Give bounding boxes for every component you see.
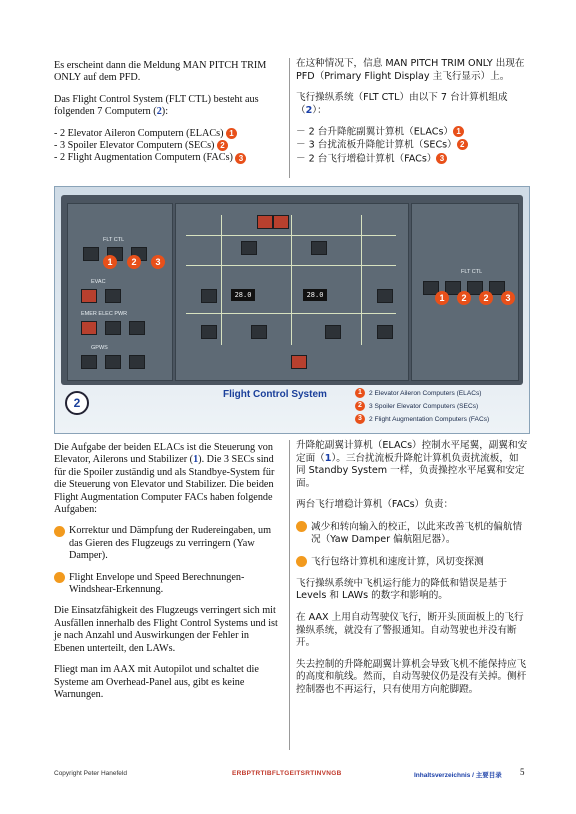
number-badge-2: 2 <box>217 140 228 151</box>
gpws-gs-pushbutton[interactable] <box>105 355 121 369</box>
zh-list-item-fac: － 2 台飞行增稳计算机（FACs） 3 <box>296 153 528 166</box>
german-top-column <box>54 60 282 165</box>
emer-elec-pwr-label: EMER ELEC PWR <box>81 311 128 317</box>
overhead-panel <box>61 195 523 385</box>
german-bottom-column <box>54 442 282 710</box>
zh-list-item-elac: － 2 台升降舵副翼计算机（ELACs） 1 <box>296 126 528 139</box>
center-red-pushbutton[interactable] <box>291 355 307 369</box>
chinese-top-column <box>296 58 528 166</box>
center-pushbutton[interactable] <box>241 241 257 255</box>
zh-paragraph-6: 在 AAX 上用自动驾驶仪飞行，断开头顶面板上的飞行操纵系统，就没有了警报通知。自动驾驶也并没有断开。 <box>296 611 524 649</box>
de-paragraph-1: Es erscheint dann die Meldung MAN PITCH TRIM ONLY auf dem PFD. <box>54 60 267 84</box>
evac-label: EVAC <box>91 279 106 285</box>
figure-legend <box>355 387 489 426</box>
de-paragraph-2: Das Flight Control System (FLT CTL) besteht aus folgenden 7 Computern (2): <box>54 93 259 118</box>
number-badge-1: 1 <box>226 128 237 139</box>
zh-paragraph-4: 两台飞行增稳计算机（FACs）负责： <box>296 499 454 511</box>
de-paragraph-5: Fliegt man im AAX mit Autopilot und schaltet die Systeme am Overhead-Panel aus, gibt es keine Warnungen. <box>54 664 259 700</box>
center-pushbutton[interactable] <box>201 289 217 303</box>
gpws-label: GPWS <box>91 345 108 351</box>
evac-horn-pushbutton[interactable] <box>105 289 121 303</box>
center-pushbutton[interactable] <box>377 289 393 303</box>
emer-ratman-pushbutton[interactable] <box>129 321 145 335</box>
lcd-display-left: 28.0 <box>231 289 255 301</box>
lcd-display-right: 28.0 <box>303 289 327 301</box>
overhead-panel-figure <box>54 186 530 434</box>
zh-paragraph-3: 升降舵副翼计算机（ELACs）控制水平尾翼，副翼和安定面（1）。三台扰流板升降舵计算机负责扰流板，如同 Standby System 一样，负责操控水平尾翼和安定面。 <box>296 440 528 489</box>
elac1-pushbutton[interactable] <box>83 247 99 261</box>
panel-marker-2-left: 2 <box>127 255 141 269</box>
zh-paragraph-1: 在这种情况下，信息 MAN PITCH TRIM ONLY 出现在 PFD（Primary Flight Display 主飞行显示）上。 <box>296 58 525 82</box>
chinese-bottom-column <box>296 440 528 706</box>
number-badge-3: 3 <box>235 153 246 164</box>
flt-ctl-right-label: FLT CTL <box>461 269 483 275</box>
zh-paragraph-7: 失去控制的升降舵副翼计算机会导致飞机不能保持应飞的高度和航线。然而，自动驾驶仪仍是没有关掉。侧杆控制器也不再运行，只有使用方向舵脚蹬。 <box>296 658 527 695</box>
center-pushbutton[interactable] <box>201 325 217 339</box>
de-list-item-sec: - 3 Spoiler Elevator Computern (SECs) 2 <box>54 140 282 152</box>
zh-bullet-flight-envelope: 飞行包络计算机和速度计算，风切变探测 <box>296 556 528 569</box>
figure-number: 2 <box>65 391 89 415</box>
center-pushbutton[interactable] <box>377 325 393 339</box>
panel-marker-1-left: 1 <box>103 255 117 269</box>
de-bullet-flight-envelope: Flight Envelope und Speed Berechnungen-Windshear-Erkennung. <box>54 572 282 597</box>
toc-link[interactable]: Inhaltsverzeichnis / 主要目录 <box>414 772 502 779</box>
panel-marker-3-left: 3 <box>151 255 165 269</box>
number-badge-3: 3 <box>436 153 447 164</box>
schematic-line <box>221 215 222 345</box>
evac-pushbutton[interactable] <box>81 289 97 303</box>
bullet-icon <box>296 521 307 532</box>
gpws-sys-pushbutton[interactable] <box>81 355 97 369</box>
footer-center-text: ERBPTRTIBFLTGEITSRTINVNGB <box>232 770 342 777</box>
bullet-icon <box>296 556 307 567</box>
bullet-icon <box>54 572 65 583</box>
panel-marker-3-right: 3 <box>501 291 515 305</box>
number-badge-2: 2 <box>457 139 468 150</box>
panel-marker-2-right: 2 <box>479 291 493 305</box>
center-red-pushbutton[interactable] <box>257 215 273 229</box>
center-red-pushbutton[interactable] <box>273 215 289 229</box>
bullet-icon <box>54 526 65 537</box>
column-divider-top <box>289 58 290 178</box>
schematic-line <box>361 215 362 345</box>
emer-test-pushbutton[interactable] <box>105 321 121 335</box>
legend-item: 3 2 Flight Augmentation Computers (FACs) <box>355 413 489 426</box>
column-divider-bottom <box>289 440 290 750</box>
de-paragraph-3: Die Aufgabe der beiden ELACs ist die Steuerung von Elevator, Ailerons und Stabilizer (1). Die 3 SECs sind für die Spoiler zuständig und als Standbye-System für die Steuerung von Elevator und Stabilizer. Die beiden Flight Augmentation Computer FACs haben folgende Aufgaben: <box>54 442 275 516</box>
center-pushbutton[interactable] <box>251 325 267 339</box>
legend-item: 2 3 Spoiler Elevator Computers (SECs) <box>355 400 489 413</box>
de-list-item-fac: - 2 Flight Augmentation Computern (FACs) 3 <box>54 152 282 164</box>
center-pushbutton[interactable] <box>311 241 327 255</box>
page-number: 5 <box>520 767 525 777</box>
zh-bullet-yaw-damper: 减少和转向输入的校正，以此来改善飞机的偏航情况（Yaw Damper 偏航阻尼器）。 <box>296 521 528 547</box>
center-pushbutton[interactable] <box>325 325 341 339</box>
number-badge-1: 1 <box>453 126 464 137</box>
zh-paragraph-5: 飞行操纵系统中飞机运行能力的降低和错误是基于 Levels 和 LAWs 的数字和影响的。 <box>296 577 508 602</box>
zh-paragraph-2: 飞行操纵系统（FLT CTL）由以下 7 台计算机组成（2）： <box>296 92 508 116</box>
de-list-item-elac: - 2 Elevator Aileron Computern (ELACs) 1 <box>54 128 282 140</box>
legend-item: 1 2 Elevator Aileron Computers (ELACs) <box>355 387 489 400</box>
de-bullet-yaw-damper: Korrektur und Dämpfung der Rudereingaben, um das Gieren des Flugzeugs zu verringern (Yaw Damper). <box>54 525 282 562</box>
schematic-line <box>291 215 292 345</box>
flt-ctl-left-label: FLT CTL <box>103 237 125 243</box>
emer-gen-pushbutton[interactable] <box>81 321 97 335</box>
panel-marker-2-right: 2 <box>457 291 471 305</box>
de-paragraph-4: Die Einsatzfähigkeit des Flugzeugs verringert sich mit Ausfällen innerhalb des Flight Control Systems und ist je nach Anzahl und Auswirkungen der Fehler in Ebenen unterteilt, den LAWs. <box>54 605 278 654</box>
figure-title: Flight Control System <box>223 389 327 400</box>
gpws-flap-pushbutton[interactable] <box>129 355 145 369</box>
footer-copyright: Copyright Peter Hanefeld <box>54 770 127 777</box>
zh-list-item-sec: － 3 台扰流板升降舵计算机（SECs） 2 <box>296 139 528 152</box>
panel-marker-1-right: 1 <box>435 291 449 305</box>
